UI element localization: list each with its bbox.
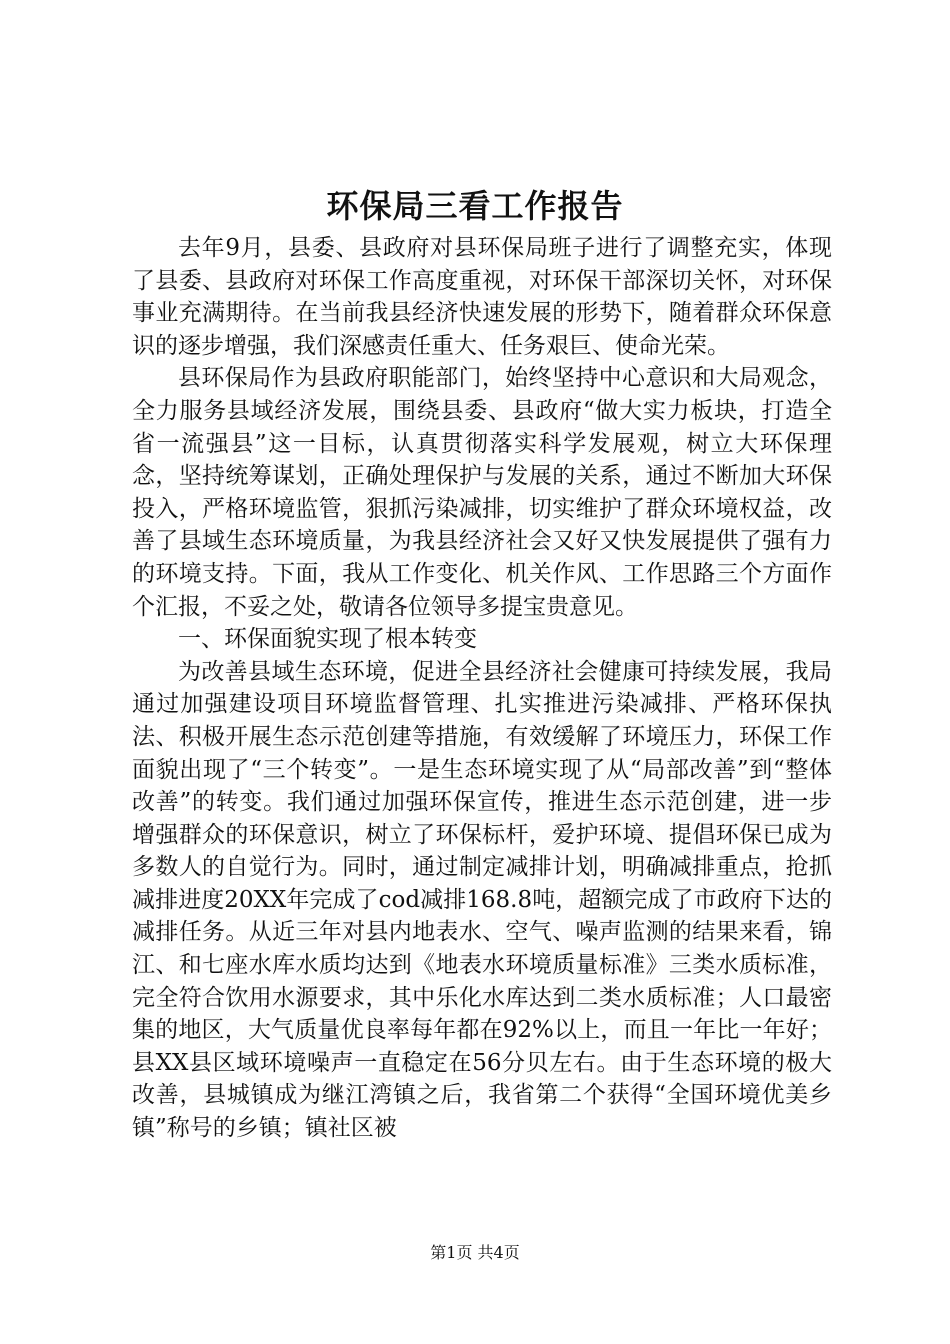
document-body bbox=[132, 232, 832, 1145]
document-title: 环保局三看工作报告 bbox=[326, 187, 624, 225]
page-footer: 第1页 共4页 bbox=[430, 1243, 520, 1262]
section-heading: 一、环保面貌实现了根本转变 bbox=[178, 626, 477, 653]
paragraph: 为改善县域生态环境，促进全县经济社会健康可持续发展，我局通过加强建设项目环境监督管理、扎实推进污染减排、严格环保执法、积极开展生态示范创建等措施，有效缓解了环境压力，环保工作面貌出现了“三个转变”。一是生态环境实现了从“局部改善”到“整体改善”的转变。我们通过加强环保宣传，推进生态示范创建，进一步增强群众的环保意识，树立了环保标杆，爱护环境、提倡环保已成为多数人的自觉行为。同时，通过制定减排计划，明确减排重点，抢抓减排进度20XX年完成了cod减排168.8吨，超额完成了市政府下达的减排任务。从近三年对县内地表水、空气、噪声监测的结果来看，锦江、和七座水库水质均达到《地表水环境质量标准》三类水质标准，完全符合饮用水源要求，其中乐化水库达到二类水质标准；人口最密集的地区，大气质量优良率每年都在92%以上，而且一年比一年好；县XX县区域环境噪声一直稳定在56分贝左右。由于生态环境的极大改善，县城镇成为继江湾镇之后，我省第二个获得“全国环境优美乡镇”称号的乡镇；镇社区被 bbox=[132, 658, 832, 1142]
paragraph: 去年9月，县委、县政府对县环保局班子进行了调整充实，体现了县委、县政府对环保工作高度重视，对环保干部深切关怀，对环保事业充满期待。在当前我县经济快速发展的形势下，随着群众环保意识的逐步增强，我们深感责任重大、任务艰巨、使命光荣。 bbox=[132, 235, 832, 359]
paragraph: 县环保局作为县政府职能部门，始终坚持中心意识和大局观念，全力服务县域经济发展，围绕县委、县政府“做大实力板块，打造全省一流强县”这一目标，认真贯彻落实科学发展观，树立大环保理念，坚持统筹谋划，正确处理保护与发展的关系，通过不断加大环保投入，严格环境监管，狠抓污染减排，切实维护了群众环境权益，改善了县域生态环境质量，为我县经济社会又好又快发展提供了强有力的环境支持。下面，我从工作变化、机关作风、工作思路三个方面作个汇报，不妥之处，敬请各位领导多提宝贵意见。 bbox=[132, 365, 832, 620]
